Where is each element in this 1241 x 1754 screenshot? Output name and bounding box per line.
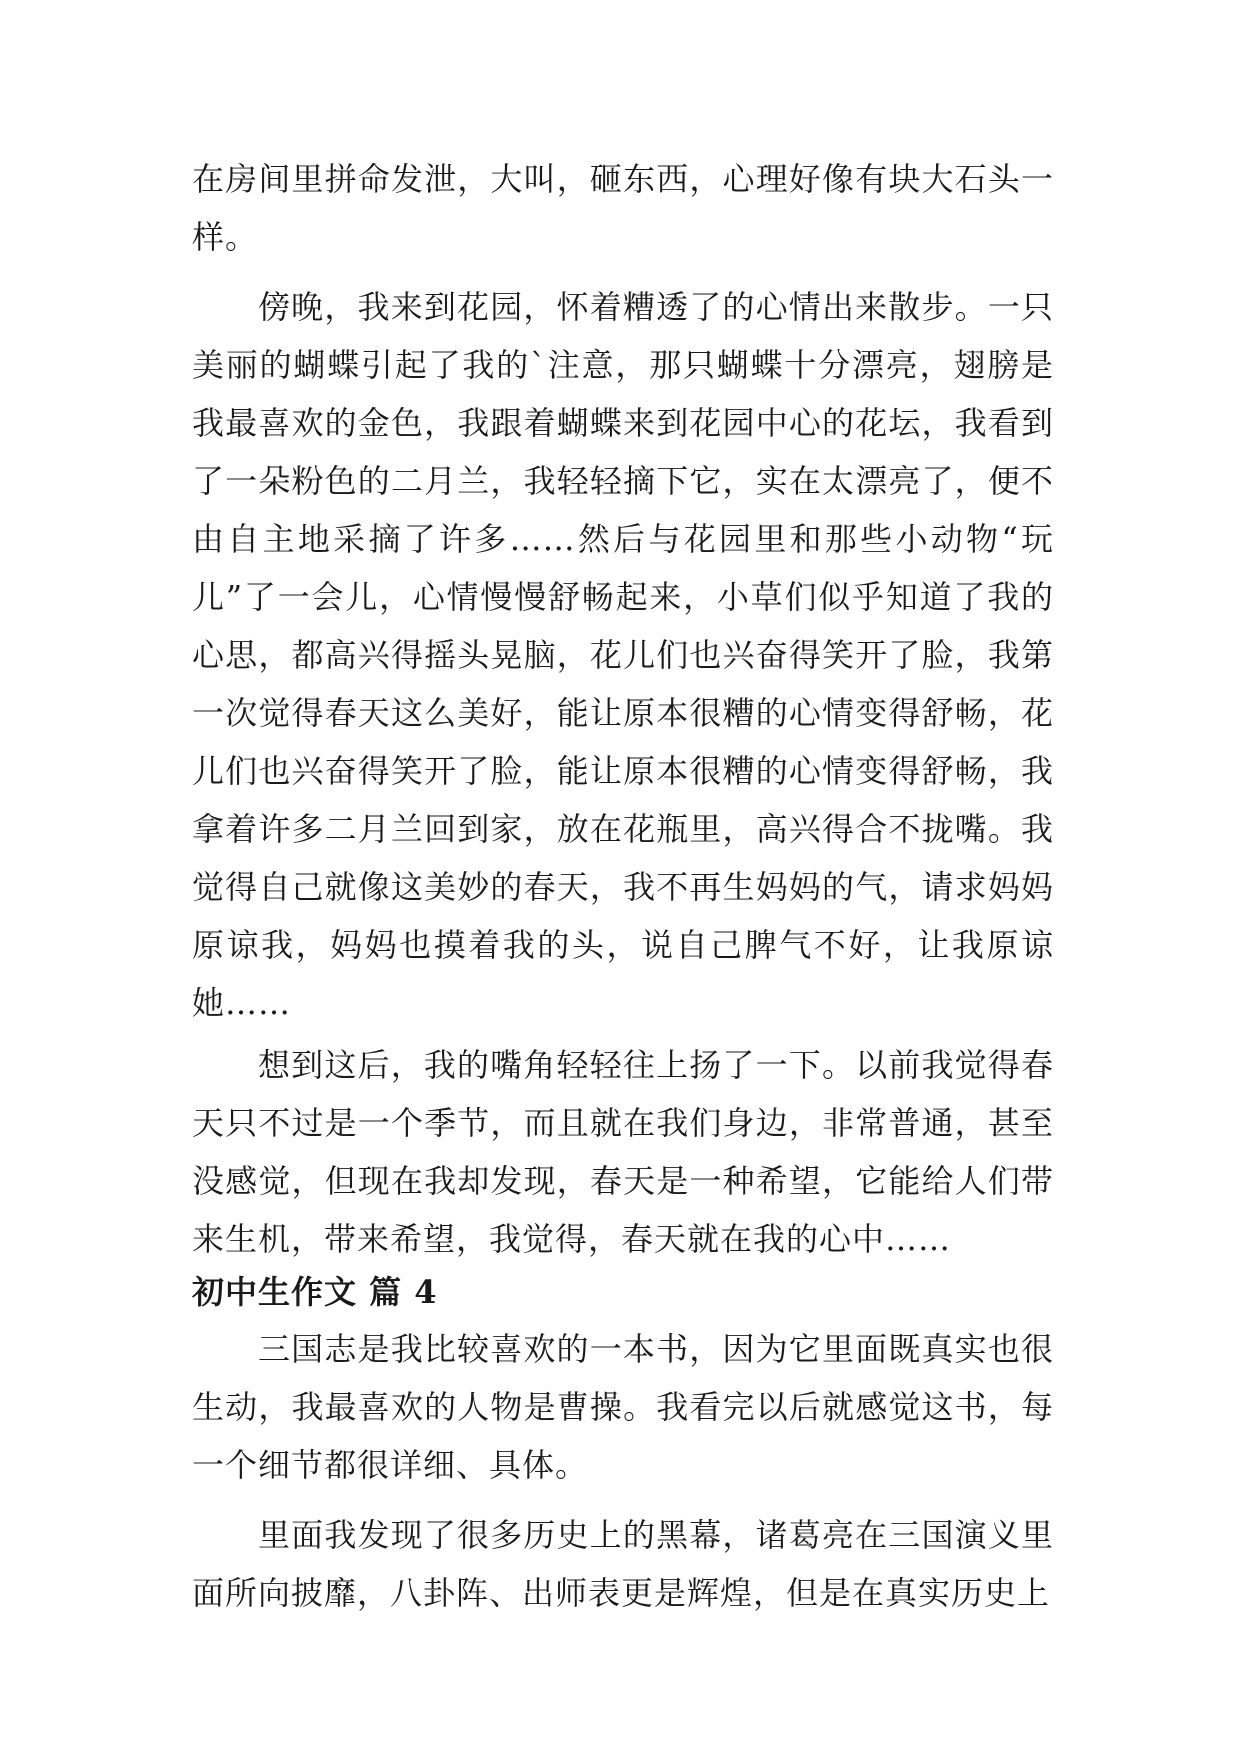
paragraph-continued: 在房间里拼命发泄，大叫，砸东西，心理好像有块大石头一样。 <box>192 160 1054 256</box>
paragraph-history-secrets: 里面我发现了很多历史上的黑幕，诸葛亮在三国演义里面所向披靡，八卦阵、出师表更是辉煌，但是在真实历史上 <box>192 1516 1054 1612</box>
document-page <box>192 150 1054 1622</box>
paragraph-evening-garden: 傍晚，我来到花园，怀着糟透了的心情出来散步。一只美丽的蝴蝶引起了我的`注意，那只蝴蝶十分漂亮，翅膀是我最喜欢的金色，我跟着蝴蝶来到花园中心的花坛，我看到了一朵粉色的二月兰，我轻轻摘下它，实在太漂亮了，便不由自主地采摘了许多……然后与花园里和那些小动物“玩儿”了一会儿，心情慢慢舒畅起来，小草们似乎知道了我的心思，都高兴得摇头晃脑，花儿们也兴奋得笑开了脸，我第一次觉得春天这么美好，能让原本很糟的心情变得舒畅，花儿们也兴奋得笑开了脸，能让原本很糟的心情变得舒畅，我拿着许多二月兰回到家，放在花瓶里，高兴得合不拢嘴。我觉得自己就像这美妙的春天，我不再生妈妈的气，请求妈妈原谅我，妈妈也摸着我的头，说自己脾气不好，让我原谅她…… <box>192 288 1054 1022</box>
paragraph-three-kingdoms: 三国志是我比较喜欢的一本书，因为它里面既真实也很生动，我最喜欢的人物是曹操。我看完以后就感觉这书，每一个细节都很详细、具体。 <box>192 1330 1054 1484</box>
paragraph-spring-reflection: 想到这后，我的嘴角轻轻往上扬了一下。以前我觉得春天只不过是一个季节，而且就在我们身边，非常普通，甚至没感觉，但现在我却发现，春天是一种希望，它能给人们带来生机，带来希望，我觉得，春天就在我的心中…… <box>192 1046 1054 1258</box>
section-heading: 初中生作文 篇 4 <box>192 1273 438 1311</box>
